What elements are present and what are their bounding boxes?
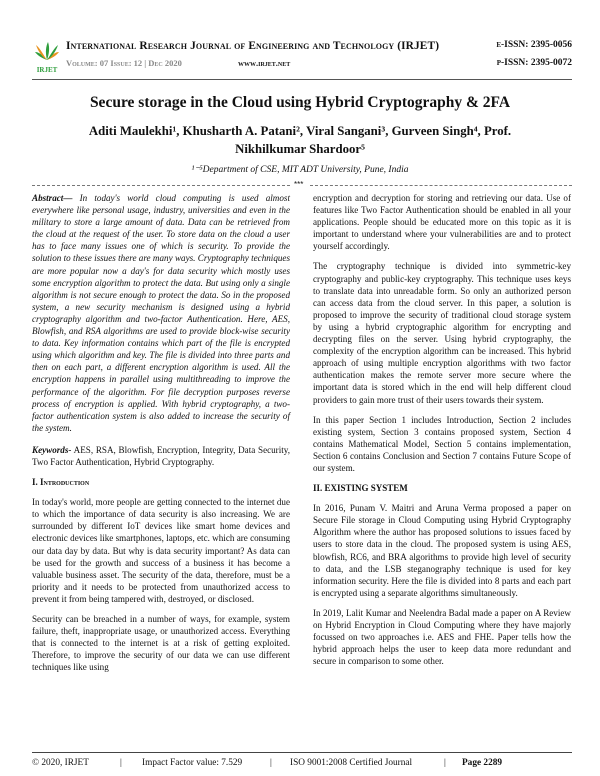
keywords-text: AES, RSA, Blowfish, Encryption, Integrity, Data Security, Two Factor Authentication, Hybrid Cryptography.: [32, 444, 290, 467]
affiliation: ¹⁻⁵Department of CSE, MIT ADT University, Pune, India: [191, 165, 409, 175]
abstract-label: Abstract—: [32, 193, 73, 203]
abstract: [32, 192, 290, 434]
right-paragraph-1: encryption and decryption for storing and retrieving our data. Use of features like Two Factor Authentication should be enabled in all your applications. People should be educated more on this topic as it is important to understand where your vulnerabilities are and to protect yourself accordingly.: [313, 193, 571, 252]
irjet-logo: [32, 38, 62, 76]
volume-issue: Volume: 07 Issue: 12 | Dec 2020: [66, 58, 182, 68]
journal-header: [32, 38, 572, 78]
paper-title: Secure storage in the Cloud using Hybrid Cryptography & 2FA: [89, 94, 511, 111]
keywords-label: Keywords-: [32, 444, 72, 455]
existing-paragraph-1: In 2016, Punam V. Maitri and Aruna Verma proposed a paper on Secure File storage in Cloud Computing using Hybrid Cryptography Algorithm where the author has proposed solutions to issues faced by users to store data in the cloud. The proposed system is using AES, blowfish, RC6, and BRA algorithms to provide high level of security to data, and the LSB steganography technique is used for key information security. Here the file is divided into 8 parts and each part is encrypted using a separate algorithms simultaneously.: [313, 503, 571, 598]
abstract-text: In today's world cloud computing is used almost everywhere like personal usage, industry, universities and even in the military to store a large amount of data. Data can be retrieved from the cloud at the request of the user. To store data on the cloud a user has to face many issues one of which is security. To provide the solution to these issues there are many ways. Cryptography techniques are more popular now a day's for data security which mostly uses some encryption algorithm to protect the data. But using only a single algorithm is not secure enough to protect the data. So in the proposed system, a new security mechanism is designed using a hybrid cryptography algorithm and two-factor Authentication. Here, AES, Blowfish, and RSA algorithms are used to provide block-wise security to data. Key information contains which part of the file is encrypted using which algorithm and key. The file is divided into three parts and then on each part, a different encryption algorithm is used. All the encryption happens in parallel using multithreading to improve the performance of the algorithm. For file decryption purposes reverse process of encryption is applied. With hybrid cryptography, a two-factor authentication system is also added to increase the security of the system.: [32, 193, 290, 433]
logo-text: IRJET: [36, 66, 58, 74]
journal-website[interactable]: www.irjet.net: [238, 58, 291, 68]
left-column: [32, 192, 290, 681]
keywords: [32, 444, 290, 468]
footer-page-number: Page 2289: [462, 758, 503, 768]
footer-impact-factor: Impact Factor value: 7.529: [142, 758, 243, 768]
right-paragraph-2: The cryptography technique is divided into symmetric-key cryptography and public-key cryptography. This technique uses keys to translate data into unreadable form. So only an authorized person can access data from the cloud server. In this paper, a solution is proposed to improve the security of traditional cloud storage system by using a hybrid cryptographic algorithm for encrypting and decrypting files on the server. Using hybrid cryptography, the complexity of the encryption algorithm can be increased. This hybrid approach of using multiple encryption algorithms with two factor authentication makes the remote server more secure where the important data is stored which in the end will help different cloud providers to gain more trust of their users towards their system.: [313, 261, 571, 405]
right-paragraph-3: In this paper Section 1 includes Introduction, Section 2 includes existing system, Section 3 contains proposed system, Section 4 contains Mathematical Model, Section 5 contains implementation, Section 6 contains Conclusion and Section 7 contains Future Scope of our system.: [313, 414, 571, 473]
p-issn: p-ISSN: 2395-0072: [496, 58, 572, 68]
section-heading-introduction: I. Introduction: [32, 477, 90, 488]
e-issn: e-ISSN: 2395-0056: [496, 40, 572, 50]
author-list: Aditi Maulekhi¹, Khusharth A. Patani², Viral Sangani³, Gurveen Singh⁴, Prof. Nikhilkumar Shardoor⁵: [88, 124, 512, 156]
separator: [32, 180, 572, 190]
journal-title: International Research Journal of Engineering and Technology (IRJET): [66, 40, 440, 52]
header-rule: [32, 79, 572, 80]
footer-copyright: © 2020, IRJET: [32, 758, 89, 768]
footer-rule: [32, 752, 572, 753]
separator-stars: ***: [294, 180, 304, 189]
intro-paragraph-1: In today's world, more people are getting connected to the internet due to which the importance of data security is also increasing. We are surrounded by different IoT devices like smart home devices and electronic devices like smartphones, laptops, etc. which are consuming our data day by data. But why is data security important? As data can be used for the growth and success of a business it has become a valuable business asset. The security of the data, therefore, must be a priority and it needs to be protected from unauthorized access to prevent it from being tampered with, destroyed, or disclosed.: [32, 497, 290, 604]
intro-paragraph-2: Security can be breached in a number of ways, for example, system failure, theft, inappropriate usage, or unauthorized access. Everything that is connected to the internet is at a risk of getting exploited. Therefore, to improve the security of our data we can use different techniques like using: [32, 614, 290, 673]
section-heading-existing-system: II. EXISTING SYSTEM: [313, 483, 408, 494]
footer-iso: ISO 9001:2008 Certified Journal: [290, 758, 413, 768]
existing-paragraph-2: In 2019, Lalit Kumar and Neelendra Badal made a paper on A Review on Hybrid Encryption in Cloud Computing where they have majorly focussed on two approaches i.e. AES and FHE. Paper tells how the hybrid approach helps the user to keep data more redundant and secure in comparison to some other.: [313, 607, 571, 667]
right-column: [313, 192, 571, 675]
